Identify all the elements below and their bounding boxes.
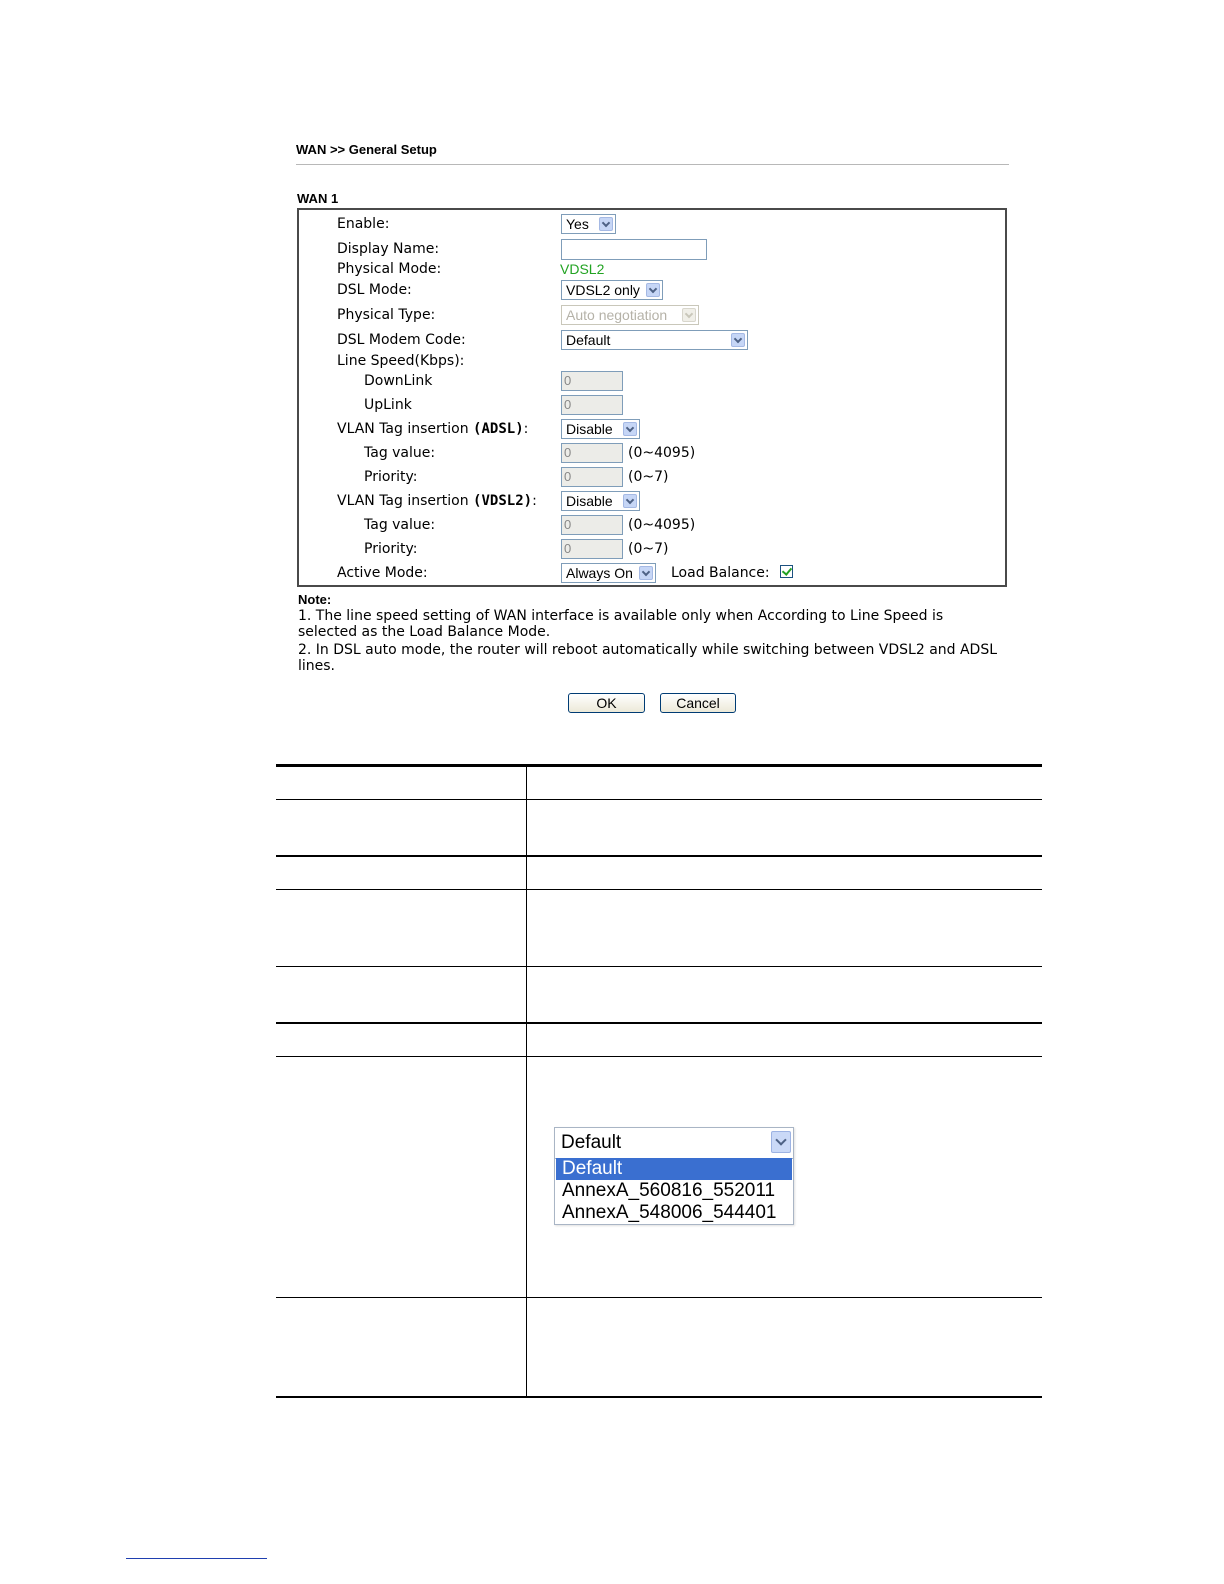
vlan-adsl-select[interactable]: Disable: [561, 419, 640, 439]
adsl-priority-range: (0~7): [628, 469, 669, 485]
dropdown-option[interactable]: Default: [556, 1158, 792, 1180]
dropdown-option[interactable]: AnnexA_560816_552011: [562, 1180, 776, 1201]
table-row-divider: [276, 1297, 1042, 1298]
adsl-tag-value-input[interactable]: 0: [561, 443, 623, 463]
vdsl2-tag-range: (0~4095): [628, 517, 696, 533]
chevron-down-icon: [731, 333, 745, 347]
dsl-mode-label: DSL Mode:: [337, 282, 412, 298]
adsl-tag-value-label: Tag value:: [364, 445, 436, 461]
note-line-2a: 2. In DSL auto mode, the router will reboot automatically while switching between VDSL2 and ADSL: [298, 642, 998, 658]
note-line-2b: lines.: [298, 658, 336, 674]
display-name-input[interactable]: [561, 239, 707, 260]
downlink-input[interactable]: 0: [561, 371, 623, 391]
vdsl2-priority-input[interactable]: 0: [561, 539, 623, 559]
line-speed-label: Line Speed(Kbps):: [337, 353, 465, 369]
adsl-priority-label: Priority:: [364, 469, 418, 485]
chevron-down-icon: [623, 422, 637, 436]
physical-mode-value: VDSL2: [560, 261, 605, 277]
display-name-label: Display Name:: [337, 241, 440, 257]
title-divider: [296, 164, 1009, 165]
table-row-divider: [276, 966, 1042, 967]
chevron-down-icon: [623, 494, 637, 508]
chevron-down-icon: [599, 217, 613, 231]
enable-label: Enable:: [337, 216, 390, 232]
uplink-input[interactable]: 0: [561, 395, 623, 415]
physical-mode-label: Physical Mode:: [337, 261, 442, 277]
dsl-mode-select[interactable]: VDSL2 only: [561, 280, 663, 300]
vdsl2-tag-value-label: Tag value:: [364, 517, 436, 533]
note-heading: Note:: [298, 592, 332, 607]
note-line-1b: selected as the Load Balance Mode.: [298, 624, 551, 640]
section-title: WAN 1: [297, 191, 339, 206]
modem-code-dropdown-expanded[interactable]: [554, 1127, 794, 1225]
ok-button[interactable]: OK: [568, 693, 645, 713]
chevron-down-icon: [646, 283, 660, 297]
table-column-divider: [526, 766, 527, 1397]
physical-type-label: Physical Type:: [337, 307, 436, 323]
table-row-divider: [276, 799, 1042, 800]
chevron-down-icon: [639, 566, 653, 580]
cancel-button[interactable]: Cancel: [660, 693, 736, 713]
load-balance-label: Load Balance:: [671, 565, 770, 581]
dsl-modem-code-label: DSL Modem Code:: [337, 332, 466, 348]
table-row-divider: [276, 1022, 1042, 1024]
uplink-label: UpLink: [364, 397, 412, 413]
vdsl2-priority-label: Priority:: [364, 541, 418, 557]
footer-link-underline: [126, 1558, 267, 1559]
enable-select[interactable]: Yes: [561, 214, 616, 234]
table-row-divider: [276, 889, 1042, 890]
vlan-adsl-label: VLAN Tag insertion (ADSL):: [337, 421, 529, 437]
note-line-1a: 1. The line speed setting of WAN interface is available only when According to Line Speed is: [298, 608, 944, 624]
vlan-vdsl2-label: VLAN Tag insertion (VDSL2):: [337, 493, 537, 509]
physical-type-select: Auto negotiation: [561, 305, 699, 325]
vdsl2-priority-range: (0~7): [628, 541, 669, 557]
active-mode-label: Active Mode:: [337, 565, 428, 581]
dropdown-header[interactable]: Default: [555, 1128, 793, 1159]
table-top-rule: [276, 764, 1042, 767]
load-balance-checkbox[interactable]: [780, 565, 793, 578]
vdsl2-tag-value-input[interactable]: 0: [561, 515, 623, 535]
chevron-down-icon: [682, 308, 696, 322]
chevron-down-icon: [771, 1131, 791, 1153]
table-row-divider: [276, 1056, 1042, 1057]
dsl-modem-code-select[interactable]: Default: [561, 330, 748, 350]
page-breadcrumb: WAN >> General Setup: [296, 142, 437, 157]
downlink-label: DownLink: [364, 373, 433, 389]
active-mode-select[interactable]: Always On: [561, 563, 656, 583]
dropdown-option[interactable]: AnnexA_548006_544401: [562, 1202, 777, 1223]
vlan-vdsl2-select[interactable]: Disable: [561, 491, 640, 511]
table-row-divider: [276, 855, 1042, 857]
adsl-priority-input[interactable]: 0: [561, 467, 623, 487]
adsl-tag-range: (0~4095): [628, 445, 696, 461]
table-bottom-rule: [276, 1396, 1042, 1398]
